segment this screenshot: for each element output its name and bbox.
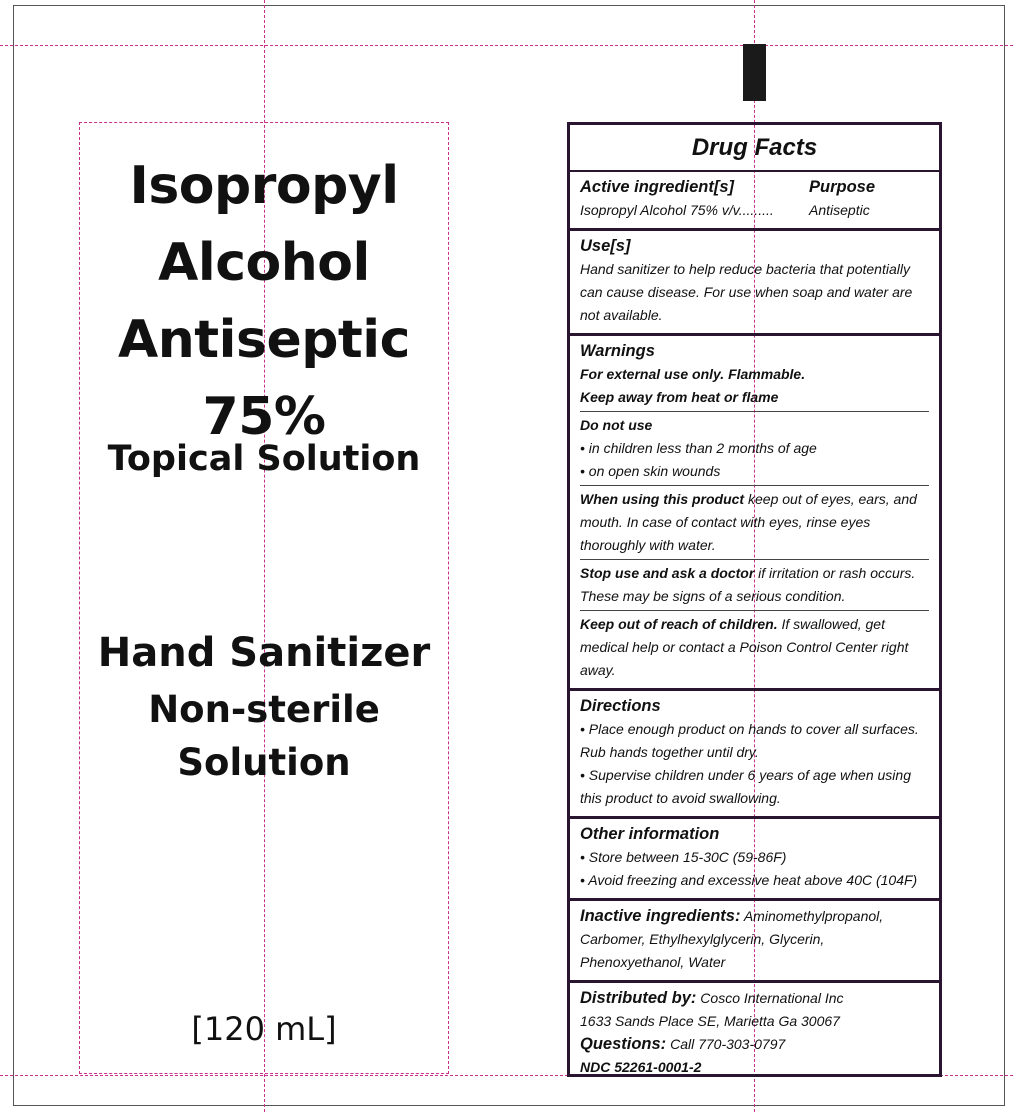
- title-line: Isopropyl: [129, 156, 399, 216]
- when-using: When using this product keep out of eyes, ears, and mouth. In case of contact with eyes, rinse eyes thoroughly with water.: [580, 485, 929, 557]
- purpose-value: Antiseptic: [809, 202, 870, 218]
- keep-out-of-reach: Keep out of reach of children. If swallowed, get medical help or contact a Poison Control Center right away.: [580, 610, 929, 682]
- ndc-number: NDC 52261-0001-2: [580, 1059, 702, 1075]
- drug-facts-panel: [567, 122, 942, 1077]
- uses-section: [570, 231, 939, 336]
- inactive-ingredients-section: Inactive ingredients: Aminomethylpropanol, Carbomer, Ethylhexylglycerin, Glycerin, Phenoxyethanol, Water: [570, 901, 939, 983]
- uses-text: Hand sanitizer to help reduce bacteria that potentially can cause disease. For use when soap and water are not available.: [580, 261, 913, 323]
- volume-label: [120 mL]: [191, 1010, 337, 1048]
- sterility-note: Non-sterile Solution: [148, 688, 380, 784]
- drug-facts-title: Drug Facts: [570, 125, 939, 172]
- title-line: Alcohol: [158, 233, 370, 293]
- stop-use: Stop use and ask a doctor if irritation or rash occurs. These may be signs of a serious condition.: [580, 559, 929, 608]
- inactive-heading: Inactive ingredients:: [580, 907, 741, 925]
- warnings-heading: Warnings: [580, 342, 655, 360]
- active-value: Isopropyl Alcohol 75% v/v.........: [580, 202, 774, 218]
- active-heading: Active ingredient[s]: [580, 178, 735, 196]
- directions-heading: Directions: [580, 697, 661, 715]
- purpose-heading: Purpose: [809, 178, 876, 196]
- other-heading: Other information: [580, 825, 720, 843]
- active-ingredients-section: [570, 172, 939, 231]
- distributor-section: Distributed by: Cosco International Inc 1633 Sands Place SE, Marietta Ga 30067 Questions: Call 770-303-0797 NDC 52261-0001-2: [570, 983, 939, 1085]
- title-line: 75%: [202, 387, 326, 447]
- questions-heading: Questions:: [580, 1035, 667, 1053]
- directions-section: Directions • Place enough product on hands to cover all surfaces. Rub hands together until dry. • Supervise children under 6 years of age when using this product to avoid swallowing.: [570, 691, 939, 819]
- do-not-use: Do not use • in children less than 2 months of age • on open skin wounds: [580, 411, 929, 483]
- product-subtitle: Topical Solution: [107, 439, 421, 479]
- distributed-heading: Distributed by:: [580, 989, 697, 1007]
- uses-heading: Use[s]: [580, 237, 631, 255]
- address: 1633 Sands Place SE, Marietta Ga 30067: [580, 1013, 840, 1029]
- other-information-section: Other information • Store between 15-30C (59-86F) • Avoid freezing and excessive heat above 40C (104F): [570, 819, 939, 901]
- trim-guide-top: [0, 45, 1013, 46]
- product-type: Hand Sanitizer: [97, 630, 431, 676]
- product-title: [79, 148, 449, 456]
- warnings-section: Warnings For external use only. Flammable. Keep away from heat or flame Do not use • in children less than 2 months of age • on open skin wounds When using this product keep out of eyes, ears, and mouth. In case of contact with eyes, rinse eyes thoroughly with water. Stop use and ask a doctor if irritation or rash occurs. These may be signs of a serious condition. Keep out of reach of children. If swallowed, get medical help or contact a Poison Control Center right away.: [570, 336, 939, 691]
- title-line: Antiseptic: [118, 310, 410, 370]
- registration-mark: [743, 44, 766, 101]
